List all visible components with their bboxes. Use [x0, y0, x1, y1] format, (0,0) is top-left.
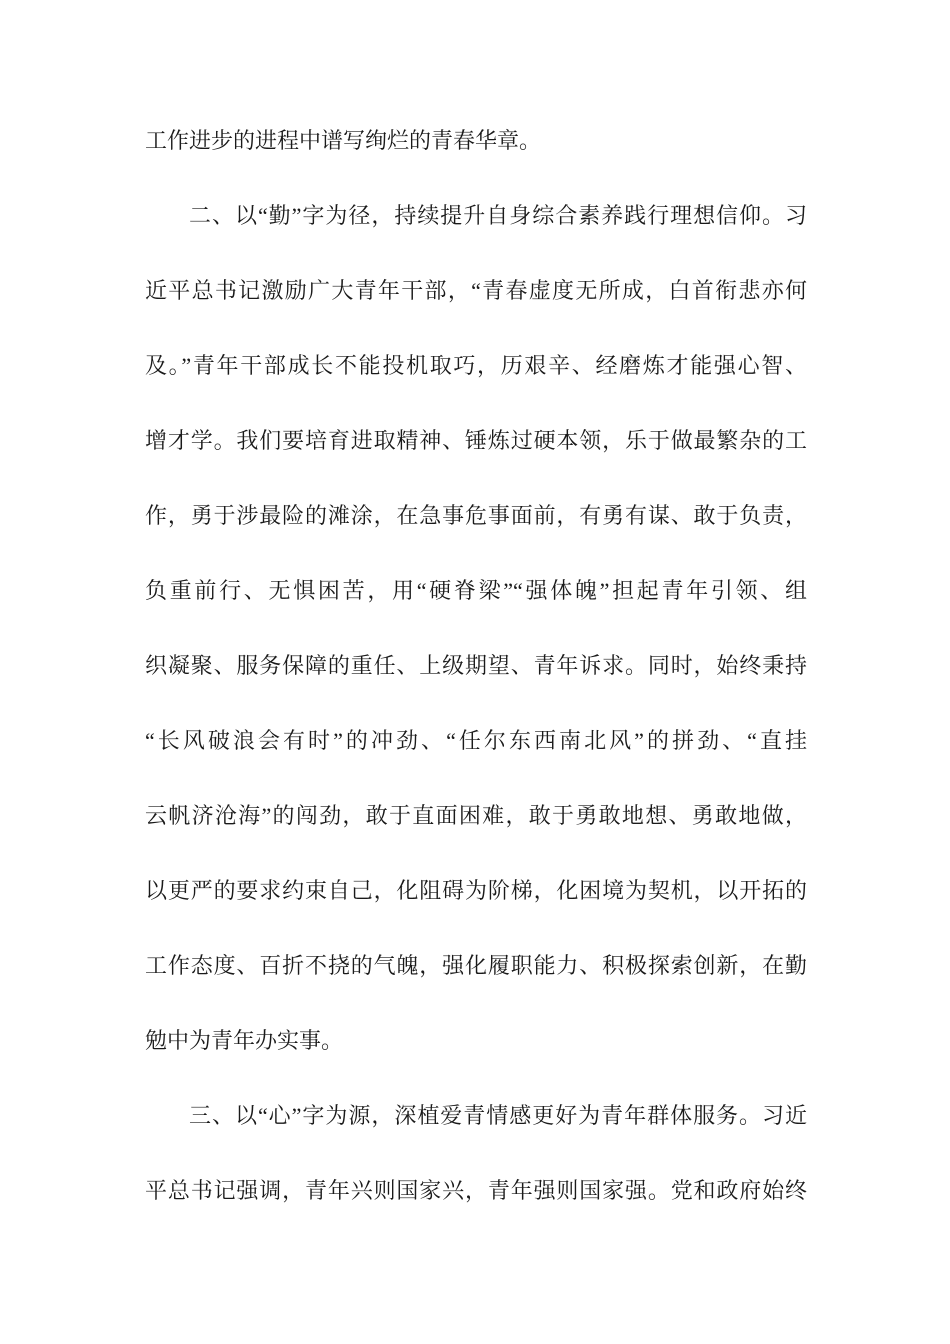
text-line: 以更严的要求约束自己，化阻碍为阶梯，化困境为契机，以开拓的	[145, 878, 807, 903]
text-line: 近平总书记激励广大青年干部，“青春虚度无所成，白首衔悲亦何	[145, 278, 807, 303]
text-line: 工作态度、百折不挠的气魄，强化履职能力、积极探索创新，在勤	[145, 953, 807, 978]
text-line: 织凝聚、服务保障的重任、上级期望、青年诉求。同时，始终秉持	[145, 653, 807, 678]
text-line: “长风破浪会有时”的冲劲、“任尔东西南北风”的拼劲、“直挂	[145, 728, 807, 753]
text-line: 增才学。我们要培育进取精神、锤炼过硬本领，乐于做最繁杂的工	[145, 428, 807, 453]
text-line: 及。”青年干部成长不能投机取巧，历艰辛、经磨炼才能强心智、	[145, 353, 807, 378]
text-line: 云帆济沧海”的闯劲，敢于直面困难，敢于勇敢地想、勇敢地做，	[145, 803, 807, 828]
text-line-paragraph-end: 勉中为青年办实事。	[145, 1028, 344, 1053]
text-line: 作，勇于涉最险的滩涂，在急事危事面前，有勇有谋、敢于负责，	[145, 503, 807, 528]
text-line: 负重前行、无惧困苦，用“硬脊梁”“强体魄”担起青年引领、组	[145, 578, 807, 603]
text-line: 平总书记强调，青年兴则国家兴，青年强则国家强。党和政府始终	[145, 1178, 807, 1203]
text-line-paragraph-start: 三、以“心”字为源，深植爱青情感更好为青年群体服务。习近	[189, 1103, 807, 1128]
text-line-paragraph-start: 二、以“勤”字为径，持续提升自身综合素养践行理想信仰。习	[189, 203, 807, 228]
text-line: 工作进步的进程中谱写绚烂的青春华章。	[145, 128, 542, 153]
document-text-block	[145, 103, 807, 1228]
